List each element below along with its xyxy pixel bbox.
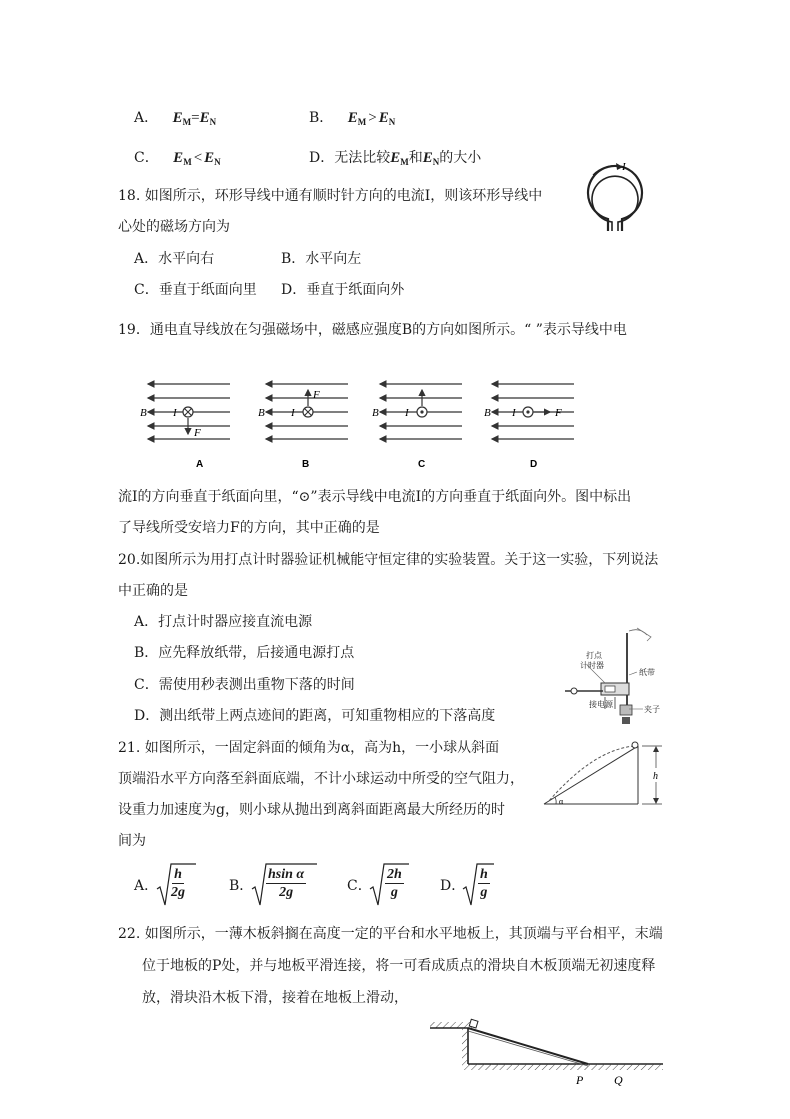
svg-text:I: I [291,407,295,419]
q18-option-b: B．水平向左 [281,251,362,267]
q21-option-d-expr: $\frac{h}{g}$ [462,862,494,908]
svg-text:F: F [313,389,320,401]
q21-option-b-label: B． [229,878,254,894]
q17-option-a-expr: $E_M=E_N$ [172,110,217,127]
q19-panel-a [140,384,230,470]
q21-incline-figure [538,740,668,810]
q19-panel-a-label: A [196,459,204,470]
q17-option-d-end: 的大小 [439,150,482,166]
q17-option-d-em: $E_M$ [390,150,409,167]
svg-text:B: B [372,407,379,419]
q20-stem-line2: 中正确的是 [118,583,188,599]
q17-option-a [134,108,216,132]
svg-text:夹子: 夹子 [644,705,660,714]
q18-option-a: A．水平向右 [134,251,215,267]
svg-text:F: F [555,407,562,419]
q21-option-a-expr: $\frac{h}{2g}$ [156,862,196,908]
q19-panel-b [258,384,348,470]
q18-current-label: I [622,161,626,173]
q19-panel-c-label: C [418,459,426,470]
q20-stem-line1: 20.如图所示为用打点计时器验证机械能守恒定律的实验装置。关于这一实验，下列说法 [118,552,659,568]
q17-option-d-label: D．无法比较 [309,150,391,166]
q21-option-a-label: A． [134,878,159,894]
q22-q-label: Q [614,1073,623,1087]
q19-panel-c [372,384,462,470]
q20-option-c: C．需使用秒表测出重物下落的时间 [134,677,355,693]
q19-stem-line2: 流I的方向垂直于纸面向里，“⊙”表示导线中电流I的方向垂直于纸面向外。图中标出 [118,489,632,505]
q17-option-b [309,108,395,132]
svg-text:I: I [512,407,516,419]
q21-stem-line2: 顶端沿水平方向落至斜面底端，不计小球运动中所受的空气阻力， [118,771,524,787]
q17-option-b-label: B． [309,110,334,126]
q20-apparatus-figure [565,625,670,730]
svg-text:B: B [484,407,491,419]
q21-option-d-label: D． [440,878,466,894]
svg-text:接电源: 接电源 [589,700,613,709]
q21-option-c-label: C． [347,878,372,894]
q21-alpha-label: α [559,797,564,806]
svg-text:I: I [173,407,177,419]
svg-text:B: B [140,407,147,419]
svg-text:纸带: 纸带 [639,668,655,677]
q17-option-a-label: A． [134,110,159,126]
q20-option-b: B．应先释放纸带，后接通电源打点 [134,645,355,661]
q17-option-d-en: $E_N$ [422,150,440,167]
q17-option-c-label: C． [134,150,159,166]
svg-text:B: B [258,407,265,419]
q17-option-d-mid: 和 [408,150,423,166]
q22-p-label: P [576,1073,584,1087]
svg-text:打点: 打点 [586,651,602,660]
svg-text:计时器: 计时器 [580,661,604,670]
q19-panel-d [484,384,574,470]
q20-option-a: A．打点计时器应接直流电源 [134,614,313,630]
q18-stem-line2: 心处的磁场方向为 [118,219,230,235]
q18-stem-line1: 18. 如图所示，环形导线中通有顺时针方向的电流I，则该环形导线中 [118,188,543,204]
q18-option-d: D．垂直于纸面向外 [281,282,405,298]
q22-board-figure [428,1014,668,1104]
q21-stem-line1: 21. 如图所示，一固定斜面的倾角为α，高为h，一小球从斜面 [118,740,500,756]
q21-h-label: h [653,771,658,782]
q19-stem-line3: 了导线所受安培力F的方向，其中正确的是 [118,520,380,536]
q21-stem-line3: 设重力加速度为g，则小球从抛出到离斜面距离最大所经历的时 [118,802,505,818]
q19-field-figure [118,372,588,472]
q19-stem-line1: 19．通电直导线放在匀强磁场中，磁感应强度B的方向如图所示。“ ”表示导线中电 [118,322,627,338]
q22-stem-line3: 放，滑块沿木板下滑，接着在地板上滑动， [142,990,408,1006]
q22-stem-line1: 22. 如图所示，一薄木板斜搁在高度一定的平台和水平地板上，其顶端与平台相平，末端 [118,926,663,942]
svg-text:I: I [405,407,409,419]
q21-option-c-expr: $\frac{2h}{g}$ [369,862,409,908]
q22-stem-line2: 位于地板的P处，并与地板平滑连接，将一可看成质点的滑块自木板顶端无初速度释 [142,958,656,974]
q19-panel-b-label: B [302,459,310,470]
svg-text:F: F [194,427,201,439]
q20-option-d: D．测出纸带上两点迹间的距离，可知重物相应的下落高度 [134,708,496,724]
q17-option-b-expr: $E_M > E_N$ [347,110,396,127]
q17-option-c-expr: $E_M < E_N$ [173,150,221,167]
q21-option-b-expr: $\frac{\text{hsin α}}{2g}$ [251,862,317,908]
q18-ring-figure [575,155,655,250]
q17-option-d [309,148,481,172]
q21-stem-line4: 间为 [118,833,146,849]
q19-panel-d-label: D [530,459,538,470]
q18-option-c: C．垂直于纸面向里 [134,282,257,298]
q17-option-c [134,148,221,172]
